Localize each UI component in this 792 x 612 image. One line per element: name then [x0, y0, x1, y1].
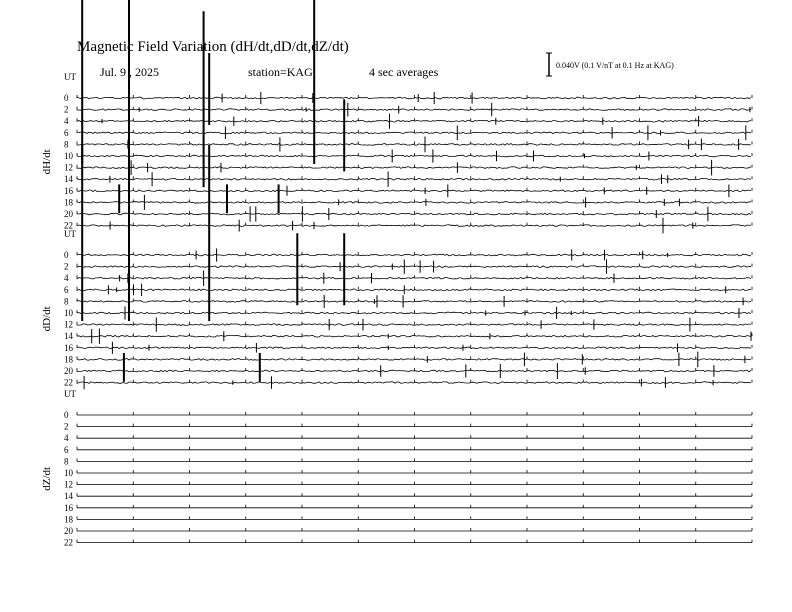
trace-line [77, 266, 751, 268]
component-axis-label: dD/dt [41, 306, 53, 332]
hour-tick-label: 14 [64, 491, 73, 502]
hour-tick-label: 18 [64, 354, 73, 365]
hour-tick-label: 12 [64, 479, 73, 490]
hour-tick-label: 6 [64, 284, 69, 295]
hour-tick-label: 2 [64, 104, 69, 115]
hour-tick-label: 8 [64, 296, 69, 307]
hour-tick-label: 6 [64, 444, 69, 455]
trace-line [77, 178, 751, 180]
hour-tick-label: 22 [64, 377, 73, 388]
trace-line [77, 289, 751, 291]
hour-tick-label: 6 [64, 127, 69, 138]
trace-line [77, 132, 751, 134]
hour-tick-label: 8 [64, 456, 69, 467]
trace-line [77, 202, 751, 204]
ut-label: UT [64, 72, 76, 82]
trace-line [77, 120, 751, 122]
hour-tick-label: 2 [64, 421, 69, 432]
trace-line [77, 370, 751, 372]
trace-line [77, 277, 751, 279]
hour-tick-label: 0 [64, 250, 69, 260]
trace-line [77, 225, 751, 227]
station-label: station=KAG [248, 65, 313, 79]
hour-tick-label: 0 [64, 93, 69, 103]
hour-tick-label: 14 [64, 331, 73, 342]
hour-tick-label: 10 [64, 468, 73, 478]
date-label: Jul. 9 , 2025 [100, 65, 160, 79]
trace-line [77, 335, 751, 337]
trace-line [77, 155, 751, 157]
component-axis-label: dH/dt [41, 149, 53, 175]
hour-tick-label: 2 [64, 261, 69, 272]
trace-line [77, 167, 751, 169]
chart-title: Magnetic Field Variation (dH/dt,dD/dt,dZ/dt) [77, 39, 349, 55]
ut-label: UT [64, 389, 76, 399]
hour-tick-label: 4 [64, 273, 69, 284]
hour-tick-label: 22 [64, 537, 73, 548]
hour-tick-label: 16 [64, 502, 73, 513]
trace-line [77, 312, 751, 314]
hour-tick-label: 20 [64, 526, 73, 536]
hour-tick-label: 10 [64, 151, 73, 161]
trace-line [77, 144, 751, 146]
hour-tick-label: 4 [64, 433, 69, 444]
hour-tick-label: 20 [64, 366, 73, 376]
scale-bar [546, 53, 552, 76]
hour-tick-label: 10 [64, 308, 73, 318]
tick-label-group [41, 72, 76, 548]
scale-note: 0.040V (0.1 V/nT at 0.1 Hz at KAG) [556, 61, 674, 70]
hour-tick-label: 20 [64, 209, 73, 219]
trace-line [77, 359, 751, 361]
hour-tick-label: 4 [64, 116, 69, 127]
trace-line [77, 213, 751, 215]
ut-label: UT [64, 229, 76, 239]
hour-tick-label: 12 [64, 319, 73, 330]
hour-tick-label: 8 [64, 139, 69, 150]
averaging-label: 4 sec averages [369, 65, 439, 79]
trace-line [77, 324, 751, 326]
trace-line [77, 109, 751, 111]
hour-tick-label: 0 [64, 410, 69, 420]
trace-line [77, 347, 751, 349]
trace-line [77, 97, 751, 99]
trace-line [77, 301, 751, 303]
hour-tick-label: 18 [64, 514, 73, 525]
component-axis-label: dZ/dt [41, 466, 53, 491]
hour-tick-label: 16 [64, 185, 73, 196]
hour-tick-label: 16 [64, 342, 73, 353]
trace-group [77, 0, 752, 543]
trace-line [77, 190, 751, 192]
hour-tick-label: 22 [64, 220, 73, 231]
trace-line [77, 382, 751, 384]
hour-tick-label: 18 [64, 197, 73, 208]
hour-tick-label: 14 [64, 174, 73, 185]
trace-line [77, 254, 751, 256]
hour-tick-label: 12 [64, 162, 73, 173]
